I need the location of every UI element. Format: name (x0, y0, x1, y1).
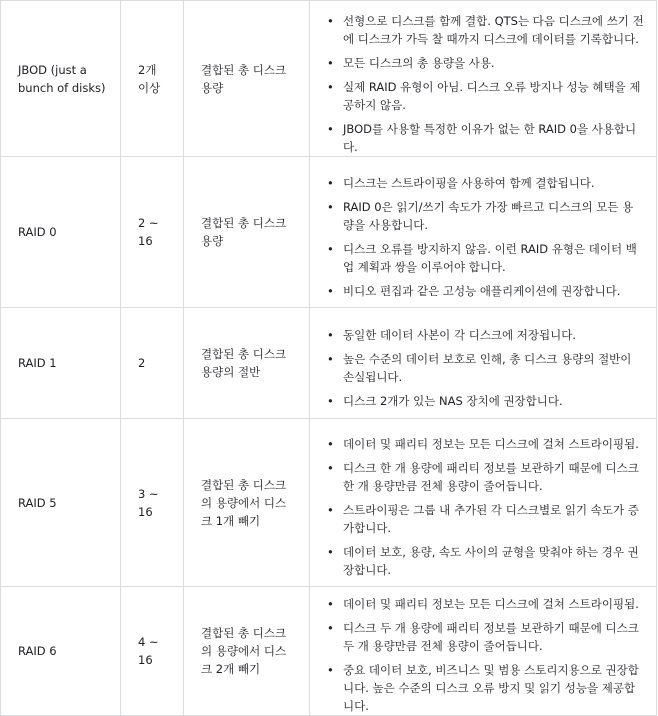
list-item: • 디스크 한 개 용량에 패리티 정보를 보관하기 때문에 디스크 한 개 용량만큼 전체 용량이 줄어듭니다. (327, 459, 644, 495)
disk-count-cell: 3 ~ 16 (121, 419, 184, 587)
list-item: • 데이터 및 패리티 정보는 모든 디스크에 걸쳐 스트라이핑됨. (327, 595, 644, 613)
list-item: • 디스크 오류를 방지하지 않음. 이런 RAID 유형은 데이터 백업 계획과 쌍을 이루어야 합니다. (327, 240, 644, 276)
raid-type-cell: RAID 0 (1, 157, 121, 308)
capacity-cell: 결합된 총 디스크 용량 (184, 157, 310, 308)
table-row (1, 157, 657, 308)
description-cell (310, 157, 657, 308)
list-item: • 스트라이핑은 그룹 내 추가된 각 디스크별로 읽기 속도가 증가합니다. (327, 501, 644, 537)
description-list (327, 174, 644, 300)
capacity-cell: 결합된 총 디스크의 용량에서 디스크 1개 빼기 (184, 419, 310, 587)
raid-type-cell: JBOD (just a bunch of disks) (1, 1, 121, 157)
list-item: • 실제 RAID 유형이 아님. 디스크 오류 방지나 성능 혜택을 제공하지 않음. (327, 78, 644, 114)
list-item: • 비디오 편집과 같은 고성능 애플리케이션에 권장합니다. (327, 282, 644, 300)
list-item: • 선형으로 디스크를 함께 결합. QTS는 다음 디스크에 쓰기 전에 디스크가 가득 찰 때까지 디스크에 데이터를 기록합니다. (327, 12, 644, 48)
list-item: • 중요 데이터 보호, 비즈니스 및 범용 스토리지용으로 권장합니다. 높은 수준의 디스크 오류 방지 및 읽기 성능을 제공합니다. (327, 661, 644, 715)
description-cell (310, 419, 657, 587)
list-item: • RAID 0은 읽기/쓰기 속도가 가장 빠르고 디스크의 모든 용량을 사용합니다. (327, 198, 644, 234)
table-row (1, 419, 657, 587)
list-item: • 높은 수준의 데이터 보호로 인해, 총 디스크 용량의 절반이 손실됩니다. (327, 350, 644, 386)
list-item: • 모든 디스크의 총 용량을 사용. (327, 54, 644, 72)
disk-count-cell: 2 ~ 16 (121, 157, 184, 308)
list-item: • 디스크 2개가 있는 NAS 장치에 권장합니다. (327, 392, 644, 410)
description-cell (310, 587, 657, 716)
description-list (327, 12, 644, 156)
disk-count-cell: 4 ~ 16 (121, 587, 184, 716)
capacity-cell: 결합된 총 디스크 용량의 절반 (184, 308, 310, 419)
raid-type-cell: RAID 1 (1, 308, 121, 419)
description-cell (310, 1, 657, 157)
list-item: • 디스크는 스트라이핑을 사용하여 함께 결합됩니다. (327, 174, 644, 192)
capacity-cell: 결합된 총 디스크 용량 (184, 1, 310, 157)
list-item: • 데이터 및 패리티 정보는 모든 디스크에 걸쳐 스트라이핑됨. (327, 435, 644, 453)
list-item: • 동일한 데이터 사본이 각 디스크에 저장됩니다. (327, 326, 644, 344)
description-list (327, 595, 644, 715)
raid-type-cell: RAID 6 (1, 587, 121, 716)
list-item: • 디스크 두 개 용량에 패리티 정보를 보관하기 때문에 디스크 두 개 용량만큼 전체 용량이 줄어듭니다. (327, 619, 644, 655)
list-item: • 데이터 보호, 용량, 속도 사이의 균형을 맞춰야 하는 경우 권장합니다. (327, 543, 644, 579)
list-item: • JBOD를 사용할 특정한 이유가 없는 한 RAID 0을 사용합니다. (327, 120, 644, 156)
table-row (1, 308, 657, 419)
disk-count-cell: 2 (121, 308, 184, 419)
capacity-cell: 결합된 총 디스크의 용량에서 디스크 2개 빼기 (184, 587, 310, 716)
description-list (327, 326, 644, 410)
description-list (327, 435, 644, 579)
raid-type-cell: RAID 5 (1, 419, 121, 587)
table-row (1, 1, 657, 157)
description-cell (310, 308, 657, 419)
table-row (1, 587, 657, 716)
disk-count-cell: 2개 이상 (121, 1, 184, 157)
